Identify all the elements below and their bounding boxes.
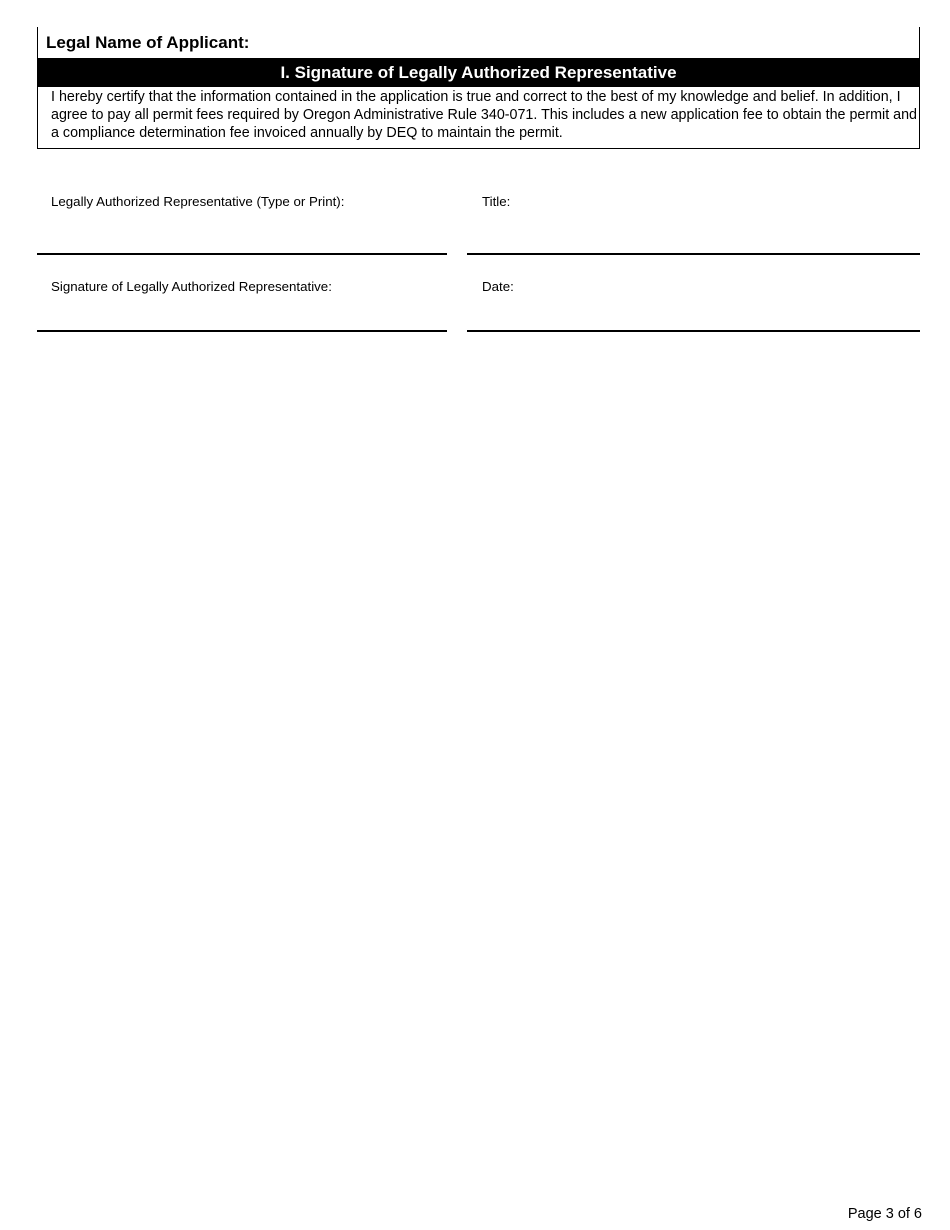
title-label: Title: xyxy=(482,194,511,209)
title-line[interactable] xyxy=(467,253,920,255)
date-line[interactable] xyxy=(467,330,920,332)
certification-text: I hereby certify that the information contained in the application is true and correct to the best of my knowledge and belief. In addition, I agree to pay all permit fees required by Oregon Administrative Rule 340-071. This includes a new application fee to obtain the permit and a compliance determination fee invoiced annually by DEQ to maintain the permit. xyxy=(51,89,917,141)
date-label: Date: xyxy=(482,279,514,294)
certification-box xyxy=(37,87,920,149)
applicant-name-row xyxy=(37,27,920,58)
representative-name-line[interactable] xyxy=(37,253,447,255)
signature-label: Signature of Legally Authorized Representative: xyxy=(51,279,332,294)
section-header-bar xyxy=(37,58,920,87)
page-number: Page 3 of 6 xyxy=(847,1206,922,1222)
section-title: I. Signature of Legally Authorized Representative xyxy=(280,63,677,82)
applicant-name-label: Legal Name of Applicant: xyxy=(46,33,250,52)
signature-line[interactable] xyxy=(37,330,447,332)
representative-name-label: Legally Authorized Representative (Type or Print): xyxy=(51,194,345,209)
